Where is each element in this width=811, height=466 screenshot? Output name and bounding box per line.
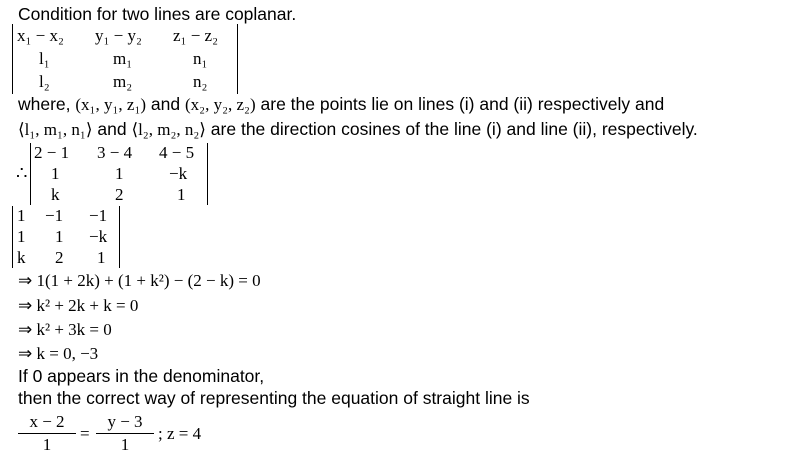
step-1: ⇒ 1(1 + 2k) + (1 + k²) − (2 − k) = 0 (18, 271, 261, 290)
det3-r1c1: 1 (17, 206, 26, 225)
step-2: ⇒ k² + 2k + k = 0 (18, 296, 139, 315)
det2-r1c2: 3 − 4 (97, 143, 133, 162)
det1-r3c3: n₂ (193, 72, 208, 91)
det1-r3c2: m₂ (113, 72, 133, 91)
det1-r2c2: m₁ (113, 49, 133, 68)
det2-r3c1: k (51, 185, 60, 204)
det2-r1c1: 2 − 1 (34, 143, 70, 162)
step-4: ⇒ k = 0, −3 (18, 344, 99, 363)
where-and: and (146, 94, 185, 114)
det3-r3c2: 2 (55, 248, 64, 267)
point-2: (x₂, y₂, z₂) (184, 95, 256, 114)
det3-r2c3: −k (89, 227, 108, 246)
det3-r1c3: −1 (89, 206, 108, 225)
fraction-x-denominator: 1 (42, 435, 52, 454)
fraction-x (18, 412, 76, 455)
det3-r3c1: k (17, 248, 26, 267)
det3-r2c2: 1 (55, 227, 64, 246)
note-representation: then the correct way of representing the equation of straight line is (18, 388, 530, 408)
note-denominator: If 0 appears in the denominator, (18, 366, 265, 386)
det2-r3c3: 1 (177, 185, 186, 204)
det1-r1c1: x₁ − x₂ (17, 26, 64, 45)
therefore-symbol: ∴ (16, 163, 28, 183)
equals-sign: = (80, 424, 90, 443)
dc-suffix: are the direction cosines of the line (i) and line (ii), respectively. (205, 119, 698, 139)
heading: Condition for two lines are coplanar. (18, 4, 297, 24)
det1-r1c3: z₁ − z₂ (173, 26, 219, 45)
where-suffix: are the points lie on lines (i) and (ii) respectively and (255, 94, 665, 114)
direction-cosines-line (18, 119, 698, 140)
coplanarity-determinant (12, 24, 238, 94)
where-prefix: where, (18, 94, 76, 114)
direction-1: ⟨l₁, m₁, n₁⟩ (18, 120, 93, 139)
det1-r2c1: l₁ (39, 49, 50, 68)
where-line (18, 94, 664, 115)
det2-r2c3: −k (169, 164, 188, 183)
det3-r2c1: 1 (17, 227, 26, 246)
det3-r1c2: −1 (45, 206, 64, 225)
fraction-x-bar (18, 433, 76, 434)
det1-r2c3: n₁ (193, 49, 208, 68)
simplified-determinant (12, 206, 120, 268)
det1-r1c2: y₁ − y₂ (95, 26, 142, 45)
direction-2: ⟨l₂, m₂, n₂⟩ (131, 120, 206, 139)
det2-r3c2: 2 (115, 185, 124, 204)
fraction-y (96, 412, 154, 455)
dc-and: and (92, 119, 132, 139)
det1-r3c1: l₂ (39, 72, 50, 91)
det3-r3c3: 1 (97, 248, 106, 267)
fraction-y-denominator: 1 (120, 435, 130, 454)
det2-r2c1: 1 (51, 164, 60, 183)
substituted-determinant (30, 143, 208, 205)
fraction-y-numerator: y − 3 (107, 412, 143, 431)
det2-r1c3: 4 − 5 (159, 143, 195, 162)
step-3: ⇒ k² + 3k = 0 (18, 320, 112, 339)
point-1: (x₁, y₁, z₁) (75, 95, 147, 114)
fraction-x-numerator: x − 2 (29, 412, 65, 431)
det2-r2c2: 1 (115, 164, 124, 183)
fraction-y-bar (96, 433, 154, 434)
z-condition: ; z = 4 (158, 424, 202, 443)
